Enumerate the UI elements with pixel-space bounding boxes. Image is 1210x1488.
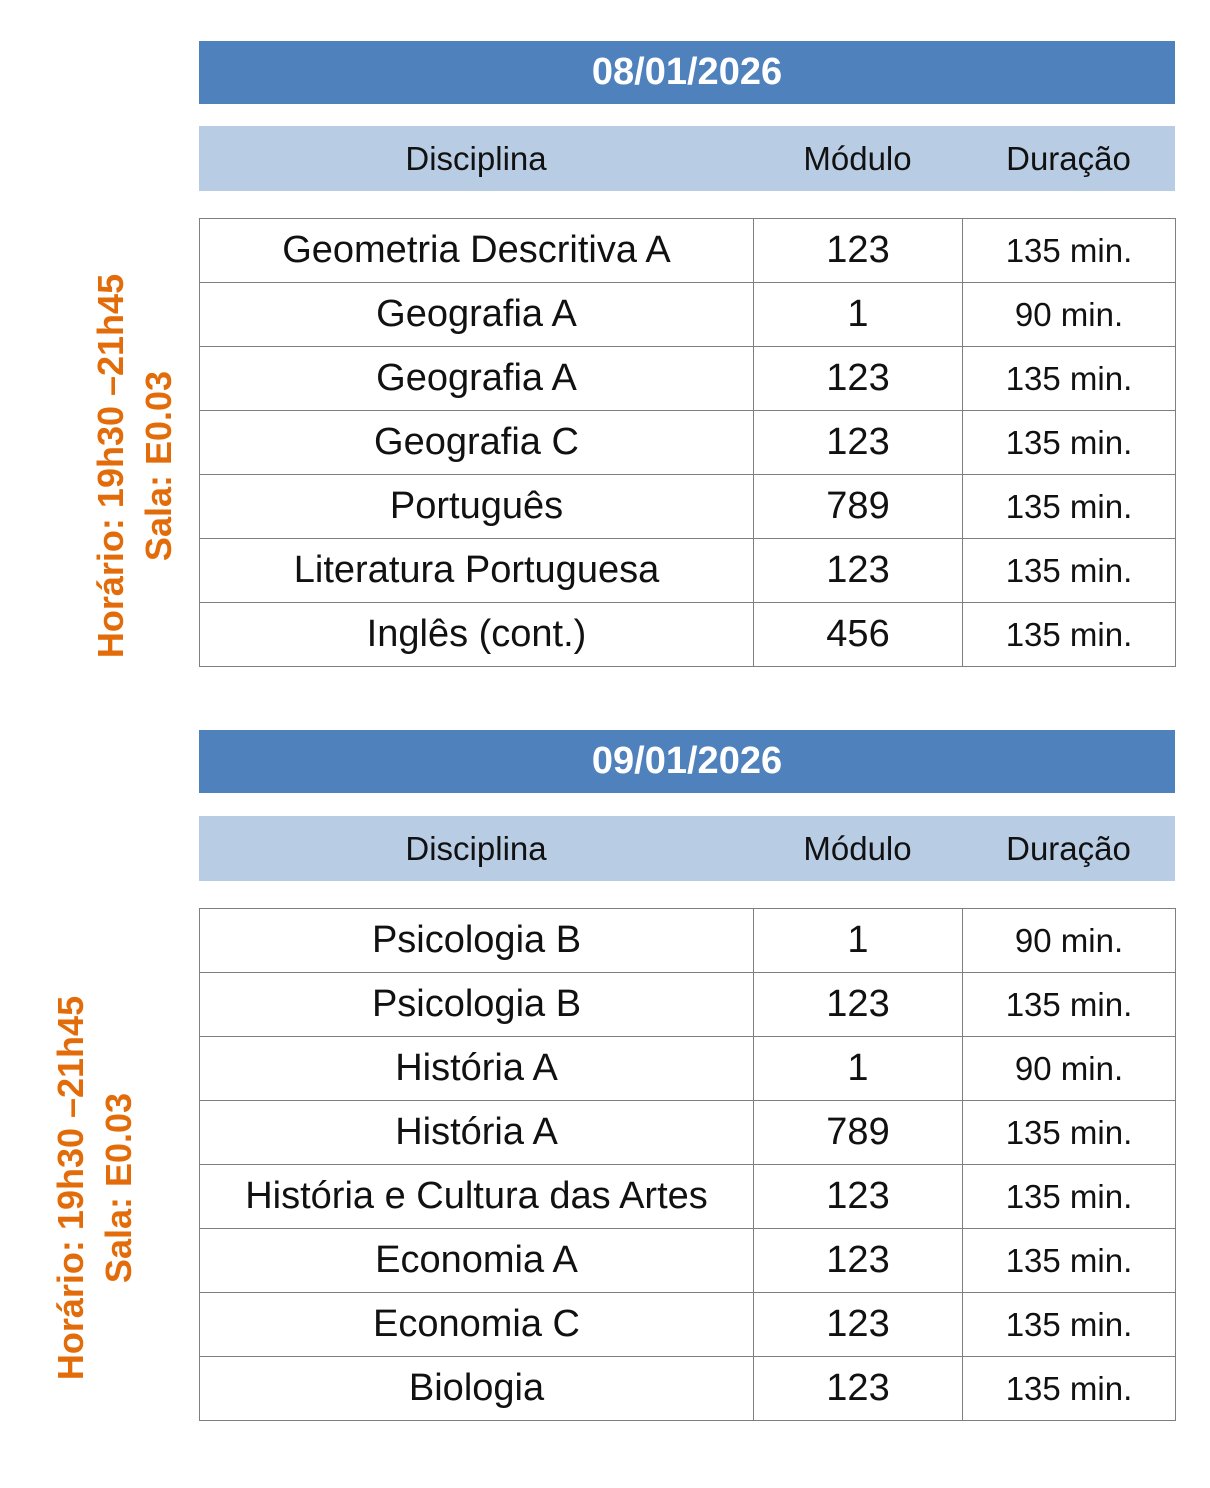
table-row (200, 411, 1176, 475)
header-duracao: Duração (1006, 139, 1131, 177)
cell-modulo: 789 (754, 1101, 963, 1165)
cell-duracao: 135 min. (963, 1165, 1176, 1229)
cell-modulo: 123 (754, 219, 963, 283)
cell-duracao: 90 min. (963, 1037, 1176, 1101)
header-disciplina: Disciplina (405, 829, 547, 867)
cell-duracao: 90 min. (963, 283, 1176, 347)
schedule-time: Horário: 19h30 –21h45 (50, 995, 91, 1381)
table-row (200, 1165, 1176, 1229)
cell-disciplina: Literatura Portuguesa (200, 539, 754, 603)
table-row (200, 973, 1176, 1037)
date-banner: 08/01/2026 (199, 41, 1175, 104)
schedule-info (47, 888, 143, 1488)
table-row (200, 219, 1176, 283)
cell-modulo: 123 (754, 411, 963, 475)
cell-modulo: 1 (754, 909, 963, 973)
header-modulo: Módulo (803, 829, 912, 867)
header-modulo: Módulo (803, 139, 912, 177)
table-row (200, 475, 1176, 539)
cell-duracao: 135 min. (963, 411, 1176, 475)
table-row (200, 347, 1176, 411)
cell-disciplina: Geometria Descritiva A (200, 219, 754, 283)
cell-disciplina: Economia A (200, 1229, 754, 1293)
cell-duracao: 135 min. (963, 219, 1176, 283)
cell-disciplina: História e Cultura das Artes (200, 1165, 754, 1229)
cell-duracao: 135 min. (963, 973, 1176, 1037)
table-row (200, 1037, 1176, 1101)
table-row (200, 1101, 1176, 1165)
cell-duracao: 135 min. (963, 1101, 1176, 1165)
cell-disciplina: História A (200, 1037, 754, 1101)
cell-duracao: 135 min. (963, 347, 1176, 411)
header-duracao: Duração (1006, 829, 1131, 867)
cell-disciplina: Biologia (200, 1357, 754, 1421)
cell-modulo: 456 (754, 603, 963, 667)
cell-duracao: 135 min. (963, 1357, 1176, 1421)
date-banner: 09/01/2026 (199, 730, 1175, 793)
table-header (199, 126, 1175, 191)
cell-disciplina: Geografia A (200, 347, 754, 411)
table-row (200, 1229, 1176, 1293)
cell-disciplina: Inglês (cont.) (200, 603, 754, 667)
cell-disciplina: Psicologia B (200, 909, 754, 973)
cell-duracao: 90 min. (963, 909, 1176, 973)
cell-duracao: 135 min. (963, 475, 1176, 539)
table-row (200, 909, 1176, 973)
cell-disciplina: Geografia C (200, 411, 754, 475)
exam-table (199, 908, 1176, 1421)
cell-duracao: 135 min. (963, 539, 1176, 603)
schedule-time: Horário: 19h30 –21h45 (90, 273, 131, 659)
cell-modulo: 789 (754, 475, 963, 539)
cell-disciplina: Economia C (200, 1293, 754, 1357)
cell-modulo: 1 (754, 1037, 963, 1101)
cell-disciplina: Geografia A (200, 283, 754, 347)
cell-modulo: 123 (754, 973, 963, 1037)
schedule-room: Sala: E0.03 (138, 370, 179, 562)
cell-modulo: 123 (754, 1165, 963, 1229)
schedule-info (87, 166, 183, 766)
table-row (200, 283, 1176, 347)
cell-duracao: 135 min. (963, 1293, 1176, 1357)
table-row (200, 1357, 1176, 1421)
cell-modulo: 123 (754, 347, 963, 411)
cell-modulo: 1 (754, 283, 963, 347)
cell-duracao: 135 min. (963, 603, 1176, 667)
exam-table (199, 218, 1176, 667)
table-row (200, 539, 1176, 603)
header-disciplina: Disciplina (405, 139, 547, 177)
cell-modulo: 123 (754, 539, 963, 603)
cell-modulo: 123 (754, 1293, 963, 1357)
table-row (200, 603, 1176, 667)
cell-disciplina: Português (200, 475, 754, 539)
table-row (200, 1293, 1176, 1357)
table-header (199, 816, 1175, 881)
cell-disciplina: Psicologia B (200, 973, 754, 1037)
cell-modulo: 123 (754, 1357, 963, 1421)
cell-disciplina: História A (200, 1101, 754, 1165)
cell-modulo: 123 (754, 1229, 963, 1293)
cell-duracao: 135 min. (963, 1229, 1176, 1293)
schedule-room: Sala: E0.03 (98, 1092, 139, 1284)
